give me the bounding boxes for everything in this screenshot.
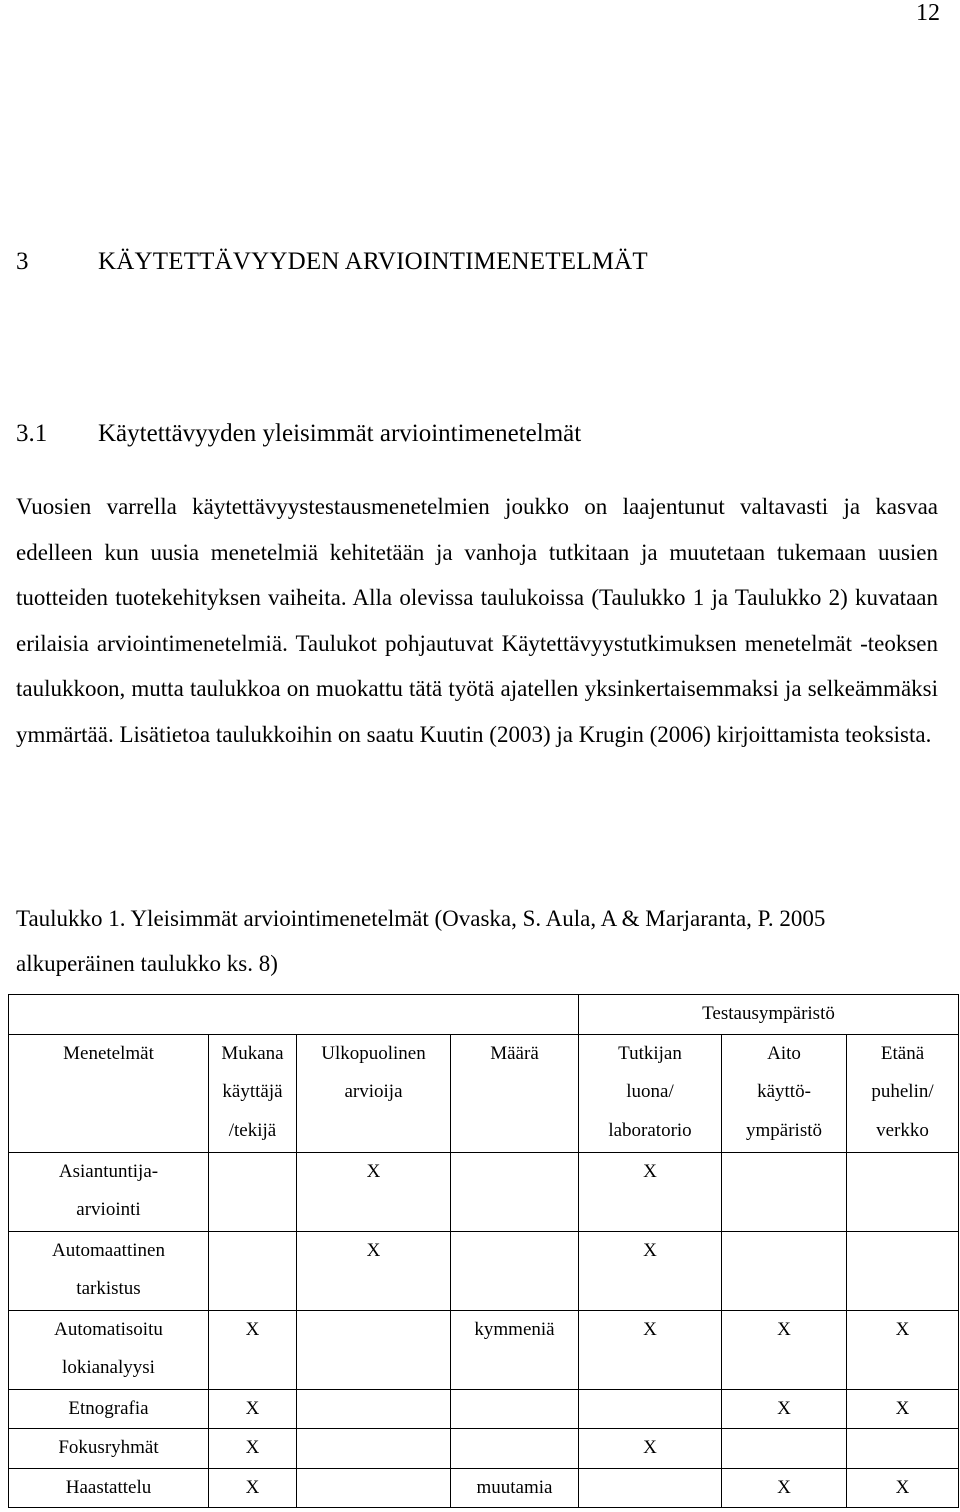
table-cell [847,1231,959,1310]
table-cell: X [722,1389,847,1429]
method-name-cell: Etnografia [9,1389,209,1429]
chapter-title: KÄYTETTÄVYYDEN ARVIOINTIMENETELMÄT [98,248,648,275]
table-cell [722,1429,847,1469]
table-cell [579,1468,722,1508]
method-name-cell: Automaattinen tarkistus [9,1231,209,1310]
column-header-tutkijan-luona: Tutkijan luona/ laboratorio [579,1034,722,1152]
body-paragraph: Vuosien varrella käytettävyystestausmenetelmien joukko on laajentunut valtavasti ja kasvaa edelleen kun uusia menetelmiä kehitetään ja vanhoja tutkitaan ja muutetaan tukemaan uusien tuotteiden tuotekehityksen vaiheita. Alla olevissa taulukoissa (Taulukko 1 ja Taulukko 2) kuvataan erilaisia arviointimenetelmiä. Taulukot pohjautuvat Käytettävyystutkimuksen menetelmät -teoksen taulukkoon, mutta taulukkoa on muokattu tätä työtä ajatellen yksinkertaisemmaksi ja selkeämmäksi ymmärtää. Lisätietoa taulukkoihin on saatu Kuutin (2003) ja Krugin (2006) kirjoittamista teoksista. [16,494,938,747]
table-cell [297,1389,451,1429]
table-cell: X [297,1231,451,1310]
table-cell: X [209,1468,297,1508]
table-group-header-row [9,995,959,1035]
table-cell [722,1231,847,1310]
table-cell [451,1231,579,1310]
table-cell: X [579,1231,722,1310]
table-cell [579,1389,722,1429]
table-cell [847,1152,959,1231]
column-header-maara: Määrä [451,1034,579,1152]
table-row [9,1310,959,1389]
methods-table [8,994,959,1508]
table-cell [297,1429,451,1469]
table-row [9,1231,959,1310]
table-cell: X [847,1310,959,1389]
column-header-menetelmat: Menetelmät [9,1034,209,1152]
table-row [9,1152,959,1231]
table-cell: muutamia [451,1468,579,1508]
page-number: 12 [916,0,940,26]
table-cell [451,1429,579,1469]
method-name-cell: Automatisoitu lokianalyysi [9,1310,209,1389]
table-row [9,1468,959,1508]
section-heading [16,420,581,448]
table-cell [297,1310,451,1389]
table-cell [722,1152,847,1231]
group-header-testausymparisto: Testausympäristö [579,995,959,1035]
table-cell: X [209,1310,297,1389]
table-caption: Taulukko 1. Yleisimmät arviointimenetelmät (Ovaska, S. Aula, A & Marjaranta, P. 2005 alkuperäinen taulukko ks. 8) [16,906,826,976]
table-cell: X [297,1152,451,1231]
chapter-number: 3 [16,248,29,275]
method-name-cell: Asiantuntija- arviointi [9,1152,209,1231]
table-cell: X [847,1389,959,1429]
section-number: 3.1 [16,420,48,447]
table-row [9,1389,959,1429]
table-cell [297,1468,451,1508]
column-header-mukana-kayttaja: Mukana käyttäjä /tekijä [209,1034,297,1152]
chapter-heading [16,248,648,276]
method-name-cell: Fokusryhmät [9,1429,209,1469]
column-header-aito-kayttoymparisto: Aito käyttö- ympäristö [722,1034,847,1152]
column-header-ulkopuolinen-arvioija: Ulkopuolinen arvioija [297,1034,451,1152]
table-cell [451,1389,579,1429]
section-title: Käytettävyyden yleisimmät arviointimenetelmät [98,420,582,447]
table-empty-cell [9,995,579,1035]
column-header-etana: Etänä puhelin/ verkko [847,1034,959,1152]
table-cell: X [579,1429,722,1469]
table-cell: X [722,1310,847,1389]
table-header-row [9,1034,959,1152]
table-cell: X [209,1429,297,1469]
table-cell: X [579,1310,722,1389]
table-cell: X [579,1152,722,1231]
table-cell [847,1429,959,1469]
table-row [9,1429,959,1469]
table-cell [209,1152,297,1231]
table-cell: X [209,1389,297,1429]
table-cell [451,1152,579,1231]
method-name-cell: Haastattelu [9,1468,209,1508]
table-cell: X [722,1468,847,1508]
table-cell [209,1231,297,1310]
table-cell: X [847,1468,959,1508]
table-cell: kymmeniä [451,1310,579,1389]
